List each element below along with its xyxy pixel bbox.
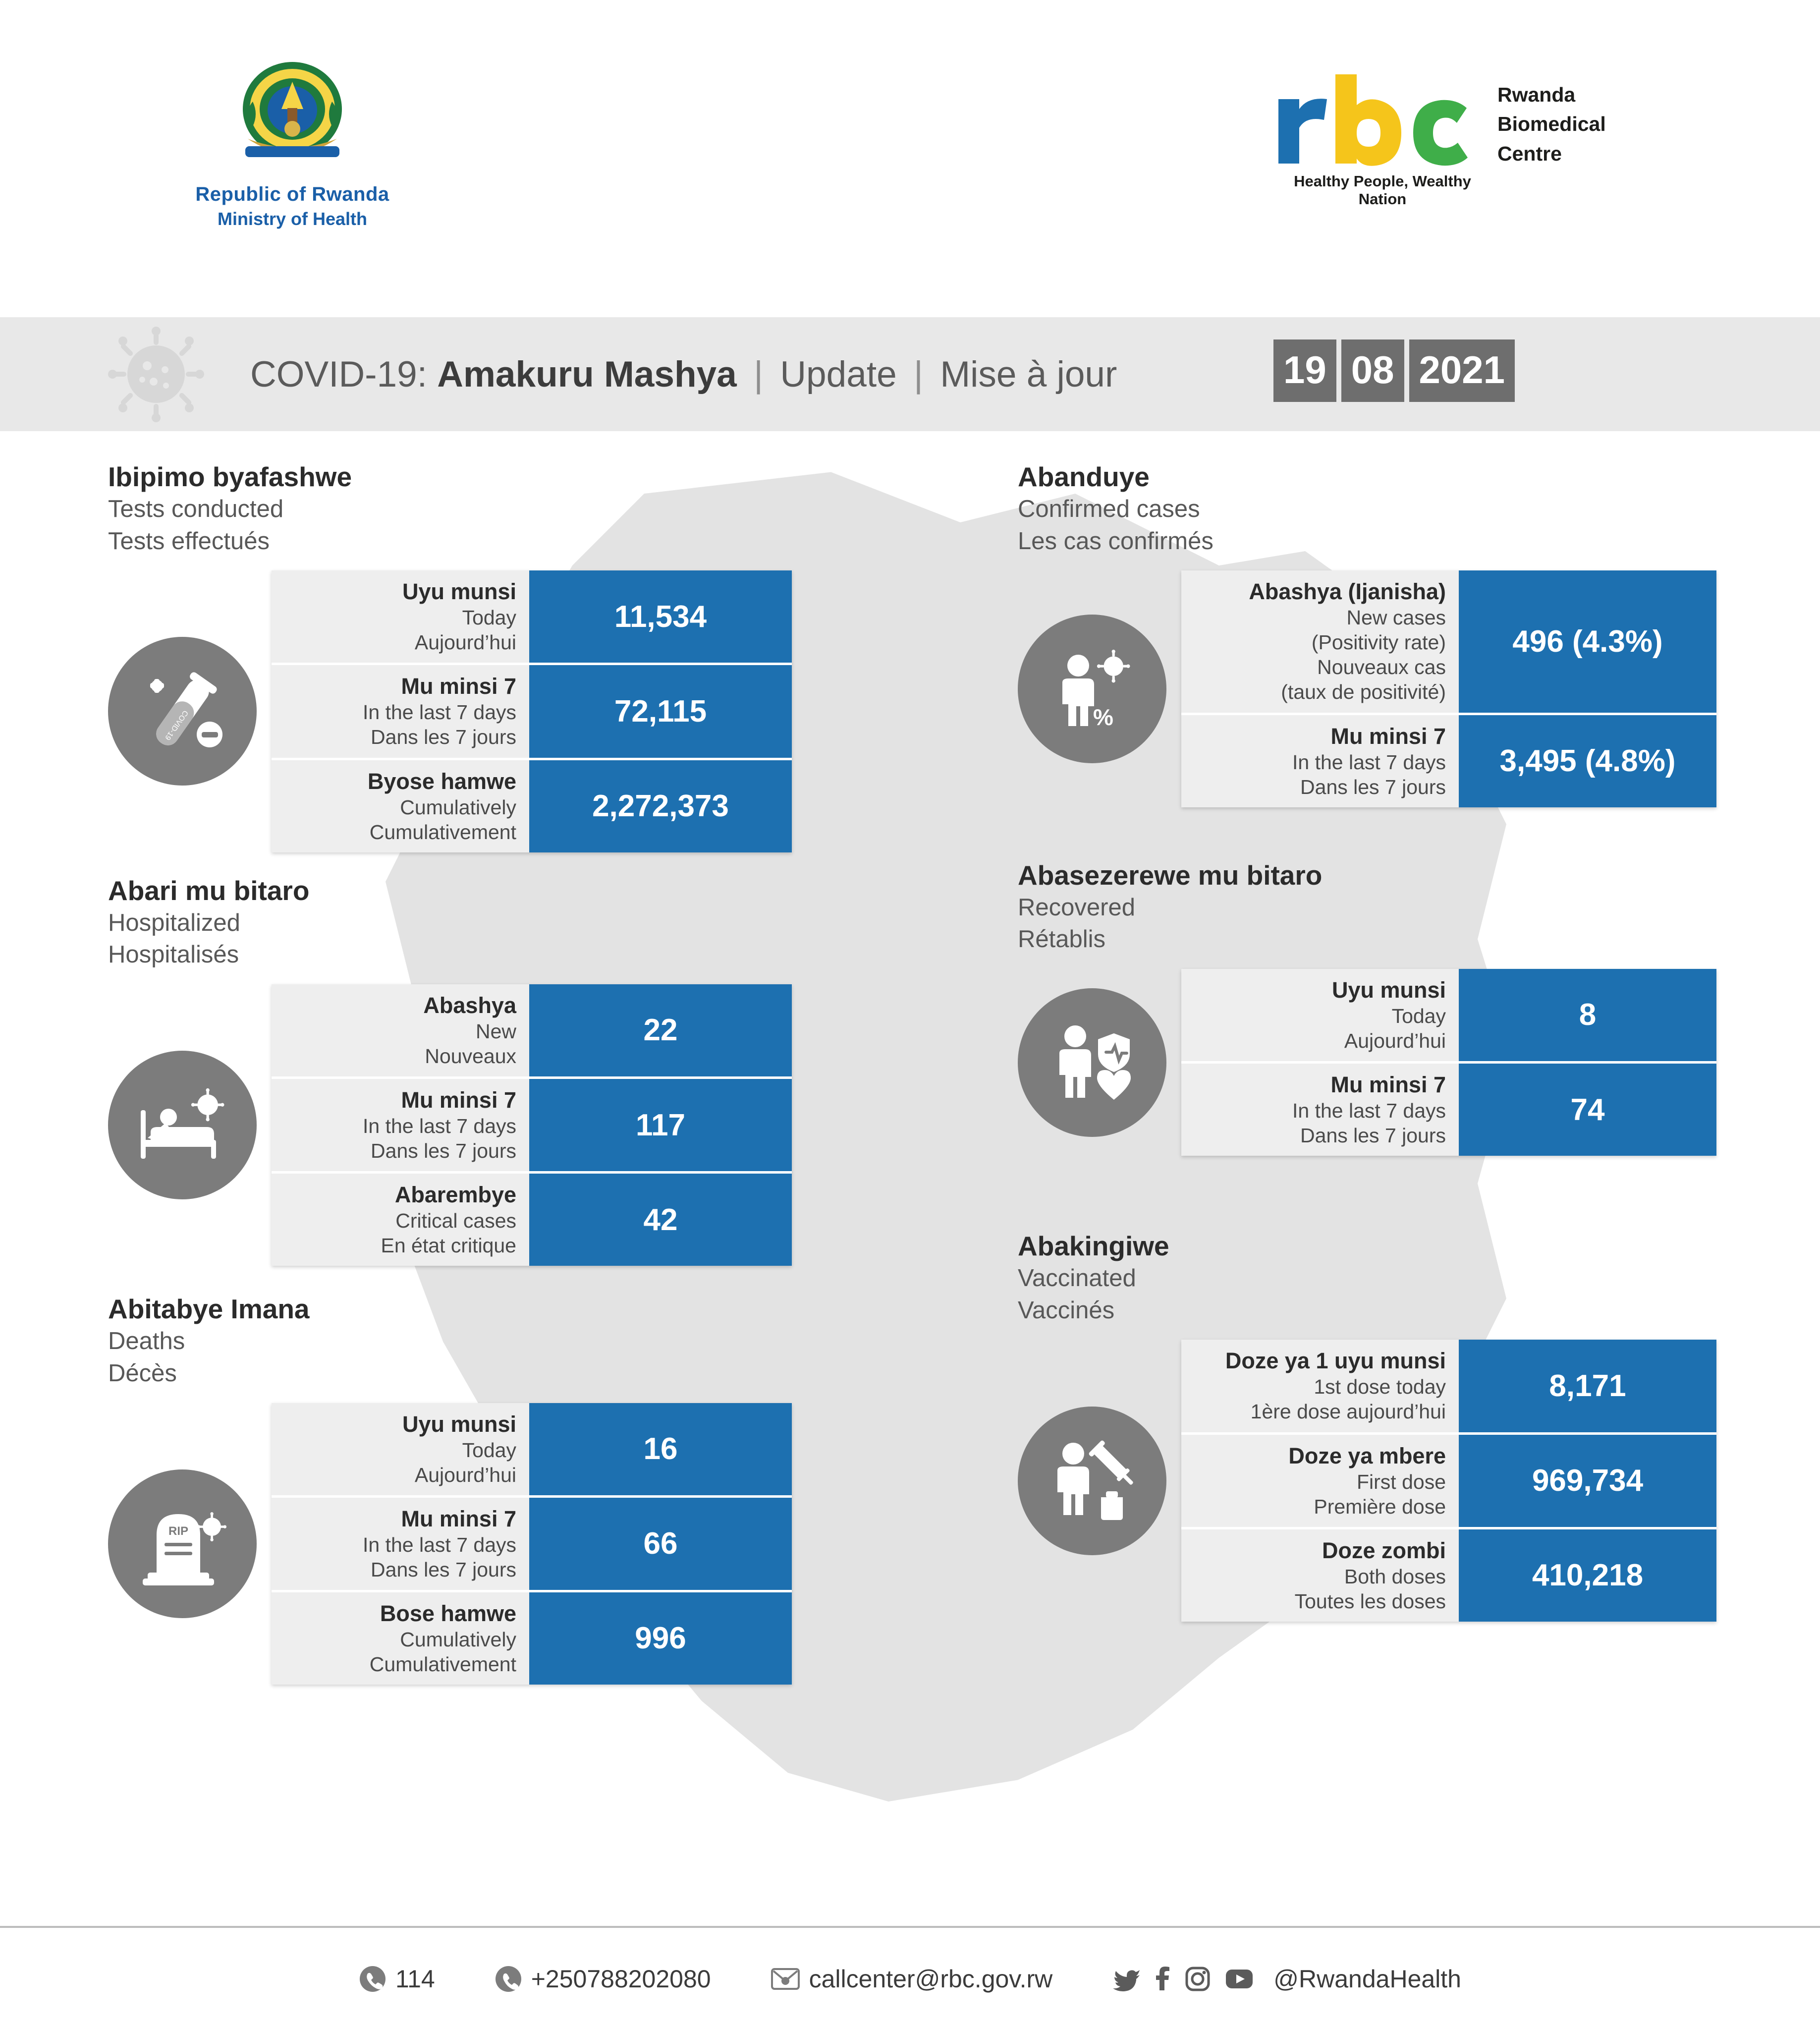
svg-text:RIP: RIP xyxy=(168,1524,189,1538)
hospital-bed-icon xyxy=(133,1080,232,1170)
row-label-en: Today xyxy=(462,1438,516,1462)
row-label-fr: Nouveaux cas xyxy=(1317,656,1446,679)
row-label-rw: Bose hamwe xyxy=(380,1600,516,1626)
right-column xyxy=(910,461,1820,1699)
title-bar xyxy=(0,317,1820,431)
table-row xyxy=(272,759,792,852)
row-value: 969,734 xyxy=(1459,1433,1716,1528)
row-label-rw: Doze ya mbere xyxy=(1288,1443,1446,1468)
coat-of-arms-icon xyxy=(218,55,367,178)
row-value: 22 xyxy=(529,984,792,1078)
block-deaths xyxy=(0,1293,910,1685)
stats-table xyxy=(272,984,792,1266)
ministry-title: Ministry of Health xyxy=(217,209,368,229)
whatsapp-icon xyxy=(495,1965,522,1993)
row-label-en: In the last 7 days xyxy=(363,1115,516,1137)
person-syringe-icon xyxy=(1043,1434,1142,1528)
row-label-fr: Dans les 7 jours xyxy=(371,726,516,749)
block-vaccinated xyxy=(910,1230,1820,1622)
block-subtitle-en: Recovered xyxy=(1018,894,1135,921)
row-label xyxy=(272,1496,529,1591)
title-separator-1: | xyxy=(754,354,764,395)
row-label-rw: Doze ya 1 uyu munsi xyxy=(1225,1348,1446,1374)
block-tests-conducted xyxy=(0,461,910,852)
rbc-name-line2: Biomedical xyxy=(1497,113,1606,136)
row-label xyxy=(272,1403,529,1497)
footer-email-text: callcenter@rbc.gov.rw xyxy=(809,1965,1053,1993)
row-value: 72,115 xyxy=(529,664,792,759)
title-english: Update xyxy=(780,354,897,395)
row-value: 8 xyxy=(1459,969,1716,1063)
row-label-rw: Mu minsi 7 xyxy=(1330,723,1446,749)
footer-social xyxy=(1112,1965,1461,1993)
footer-shortcode-text: 114 xyxy=(395,1965,435,1993)
icon-circle xyxy=(108,637,257,786)
table-row xyxy=(272,1591,792,1685)
row-value: 410,218 xyxy=(1459,1528,1716,1622)
row-value: 2,272,373 xyxy=(529,759,792,852)
person-virus-percent-icon xyxy=(1043,642,1142,736)
table-row xyxy=(1181,1528,1716,1622)
table-row xyxy=(272,1078,792,1173)
icon-circle xyxy=(108,1051,257,1199)
row-label-en: In the last 7 days xyxy=(1292,1099,1446,1122)
row-label-fr: Aujourd’hui xyxy=(414,1463,516,1486)
row-label-rw: Uyu munsi xyxy=(402,1411,516,1437)
footer-email[interactable] xyxy=(771,1965,1053,1993)
row-label-en: 1st dose today xyxy=(1314,1375,1446,1399)
row-label-rw: Abashya (Ijanisha) xyxy=(1249,579,1446,605)
block-hospitalized xyxy=(0,875,910,1266)
row-label-en: New cases xyxy=(1346,606,1446,629)
block-subtitle-fr: Rétablis xyxy=(1018,926,1106,953)
footer-social-handle[interactable]: @RwandaHealth xyxy=(1273,1965,1461,1993)
table-row xyxy=(1181,1433,1716,1528)
twitter-icon[interactable] xyxy=(1112,1967,1141,1991)
row-label-rw: Uyu munsi xyxy=(402,579,516,605)
block-subtitle-en: Confirmed cases xyxy=(1018,496,1200,522)
row-label-fr: Dans les 7 jours xyxy=(1300,1124,1446,1147)
row-label-rw: Mu minsi 7 xyxy=(401,1087,516,1113)
row-value: 996 xyxy=(529,1591,792,1685)
table-row xyxy=(272,1403,792,1497)
svg-text:COVID-19: COVID-19 xyxy=(163,709,190,742)
instagram-icon[interactable] xyxy=(1185,1967,1210,1991)
block-subtitle-fr: Tests effectués xyxy=(108,527,270,555)
row-label-rw: Mu minsi 7 xyxy=(401,674,516,699)
block-subtitle-fr: Hospitalisés xyxy=(108,941,239,968)
block-title: Abasezerewe mu bitaro xyxy=(1018,859,1323,891)
row-label xyxy=(1181,1528,1459,1622)
report-date xyxy=(1273,339,1515,402)
table-row xyxy=(272,570,792,664)
title-text xyxy=(250,354,1117,395)
table-row xyxy=(272,1173,792,1266)
row-label-fr: 1ère dose aujourd’hui xyxy=(1250,1400,1446,1423)
stats-table xyxy=(272,1403,792,1685)
block-subtitle-en: Hospitalized xyxy=(108,909,240,936)
row-label-fr: En état critique xyxy=(381,1234,516,1257)
block-subtitle-en: Deaths xyxy=(108,1328,185,1355)
block-subtitle-fr: Décès xyxy=(108,1359,177,1387)
rbc-logo-block xyxy=(1268,69,1675,208)
rbc-logo-icon xyxy=(1268,69,1487,169)
block-title: Abanduye xyxy=(1018,461,1150,492)
facebook-icon[interactable] xyxy=(1156,1967,1170,1991)
row-label xyxy=(1181,1433,1459,1528)
coronavirus-icon xyxy=(107,326,206,423)
table-row xyxy=(1181,570,1716,714)
date-year: 2021 xyxy=(1409,339,1515,402)
svg-text:%: % xyxy=(1093,704,1113,730)
row-value: 16 xyxy=(529,1403,792,1497)
row-label-rw: Abarembye xyxy=(394,1182,516,1208)
block-title: Abitabye Imana xyxy=(108,1294,310,1325)
row-value: 8,171 xyxy=(1459,1340,1716,1433)
republic-title: Republic of Rwanda xyxy=(195,183,389,205)
table-row xyxy=(272,984,792,1078)
table-row xyxy=(272,1496,792,1591)
row-label-fr: Aujourd’hui xyxy=(414,631,516,654)
row-label-rw: Byose hamwe xyxy=(367,768,516,794)
row-label-fr: Première dose xyxy=(1314,1495,1446,1518)
block-subtitle-en: Tests conducted xyxy=(108,496,284,522)
footer-shortcode[interactable] xyxy=(359,1965,435,1993)
rbc-tagline: Healthy People, Wealthy Nation xyxy=(1294,172,1471,208)
title-separator-2: | xyxy=(914,354,924,395)
rbc-name xyxy=(1497,80,1606,169)
row-label-en: New xyxy=(475,1019,516,1043)
date-day: 19 xyxy=(1273,339,1336,402)
row-value: 66 xyxy=(529,1496,792,1591)
row-label-en: In the last 7 days xyxy=(1292,750,1446,774)
row-label-fr: Dans les 7 jours xyxy=(371,1139,516,1163)
block-subtitle-en: Vaccinated xyxy=(1018,1265,1136,1292)
row-value: 496 (4.3%) xyxy=(1459,570,1716,714)
rbc-name-line1: Rwanda xyxy=(1497,83,1576,106)
row-label-fr: Cumulativement xyxy=(369,1652,516,1676)
block-title: Abari mu bitaro xyxy=(108,875,310,906)
row-label-en: Both doses xyxy=(1344,1565,1446,1588)
row-label xyxy=(1181,570,1459,714)
row-label-rw: Doze zombi xyxy=(1322,1537,1446,1563)
footer-phone-text: +250788202080 xyxy=(531,1965,711,1993)
row-value: 74 xyxy=(1459,1063,1716,1156)
table-row xyxy=(1181,969,1716,1063)
row-label-fr: Dans les 7 jours xyxy=(371,1558,516,1581)
row-value: 11,534 xyxy=(529,570,792,664)
block-confirmed-cases xyxy=(910,461,1820,807)
title-prefix: COVID-19: xyxy=(250,354,427,395)
row-label xyxy=(272,759,529,852)
title-kinyarwanda: Amakuru Mashya xyxy=(437,354,737,395)
table-row xyxy=(272,664,792,759)
email-icon xyxy=(771,1966,800,1992)
icon-circle xyxy=(1018,988,1166,1137)
icon-circle xyxy=(1018,1407,1166,1555)
stats-table xyxy=(1181,570,1716,807)
row-label-fr: Toutes les doses xyxy=(1294,1589,1446,1613)
row-label-fr: Cumulativement xyxy=(369,820,516,844)
block-subtitle-fr: Les cas confirmés xyxy=(1018,527,1213,555)
left-column xyxy=(0,461,910,1699)
youtube-icon[interactable] xyxy=(1225,1967,1254,1991)
row-label-en: In the last 7 days xyxy=(363,1533,516,1556)
row-label xyxy=(272,1173,529,1266)
row-label-en-2: (Positivity rate) xyxy=(1311,631,1446,654)
row-label xyxy=(272,1591,529,1685)
row-label-fr: Dans les 7 jours xyxy=(1300,775,1446,798)
row-label-en: Cumulatively xyxy=(400,795,516,819)
stats-table xyxy=(1181,1340,1716,1621)
republic-of-rwanda-emblem-block xyxy=(164,55,421,229)
page-footer xyxy=(0,1926,1820,2030)
table-row xyxy=(1181,714,1716,807)
row-label xyxy=(272,570,529,664)
row-label-en: In the last 7 days xyxy=(363,701,516,724)
table-row xyxy=(1181,1340,1716,1433)
row-label xyxy=(272,984,529,1078)
row-label-en: Critical cases xyxy=(395,1209,516,1233)
footer-whatsapp[interactable] xyxy=(495,1965,711,1993)
person-shield-heart-icon xyxy=(1043,1015,1142,1110)
stats-content xyxy=(0,431,1820,1699)
phone-icon xyxy=(359,1965,386,1993)
row-value: 42 xyxy=(529,1173,792,1266)
row-label-fr-2: (taux de positivité) xyxy=(1281,680,1446,704)
table-row xyxy=(1181,1063,1716,1156)
row-label-rw: Mu minsi 7 xyxy=(401,1506,516,1531)
block-recovered xyxy=(910,859,1820,1156)
row-label xyxy=(1181,969,1459,1063)
title-french: Mise à jour xyxy=(940,354,1117,395)
row-label-en: Today xyxy=(462,606,516,629)
row-value: 3,495 (4.8%) xyxy=(1459,714,1716,807)
stats-table xyxy=(1181,969,1716,1156)
row-label-en: First dose xyxy=(1357,1470,1446,1493)
test-tube-icon xyxy=(135,664,229,758)
row-label-rw: Mu minsi 7 xyxy=(1330,1072,1446,1097)
date-month: 08 xyxy=(1341,339,1404,402)
icon-circle xyxy=(1018,615,1166,763)
stats-table xyxy=(272,570,792,852)
row-label-rw: Abashya xyxy=(423,992,516,1018)
icon-circle xyxy=(108,1469,257,1618)
row-label-fr: Aujourd’hui xyxy=(1344,1029,1446,1052)
rbc-name-line3: Centre xyxy=(1497,142,1562,165)
block-title: Abakingiwe xyxy=(1018,1231,1169,1262)
tombstone-icon xyxy=(133,1499,232,1588)
row-label xyxy=(272,1078,529,1173)
row-label xyxy=(272,664,529,759)
row-value: 117 xyxy=(529,1078,792,1173)
block-title: Ibipimo byafashwe xyxy=(108,461,352,492)
row-label-fr: Nouveaux xyxy=(425,1044,516,1068)
row-label-rw: Uyu munsi xyxy=(1331,977,1446,1003)
block-subtitle-fr: Vaccinés xyxy=(1018,1297,1115,1324)
row-label xyxy=(1181,1340,1459,1433)
row-label xyxy=(1181,714,1459,807)
row-label-en: Today xyxy=(1391,1004,1446,1027)
page-header xyxy=(0,0,1820,317)
row-label-en: Cumulatively xyxy=(400,1628,516,1651)
row-label xyxy=(1181,1063,1459,1156)
